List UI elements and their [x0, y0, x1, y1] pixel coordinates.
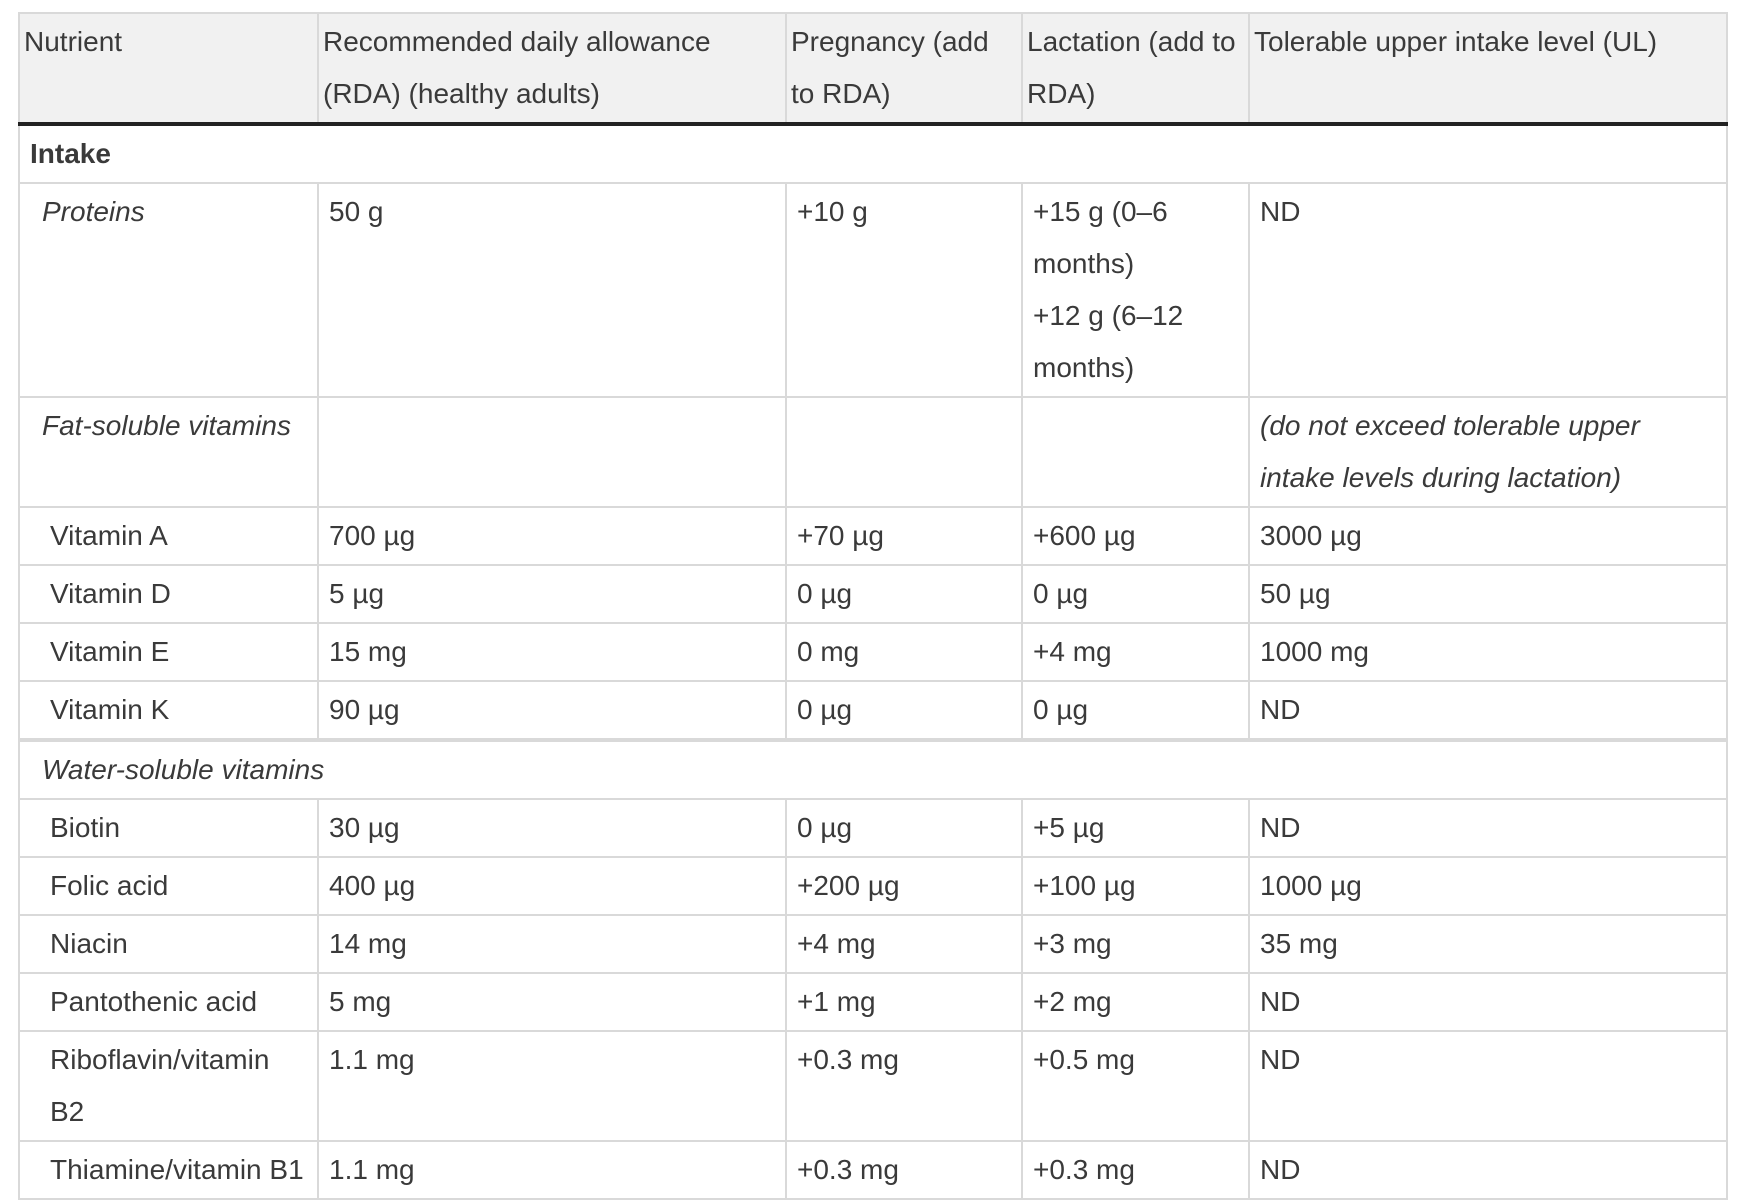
cell-ul: ND — [1249, 1031, 1727, 1141]
table-header-row — [19, 13, 1727, 124]
header-pregnancy: Pregnancy (add to RDA) — [786, 13, 1022, 124]
cell-rda: 1.1 mg — [318, 1031, 786, 1141]
cell-nutrient: Niacin — [19, 915, 318, 973]
lactation-line-2: +12 g (6–12 months) — [1033, 300, 1184, 383]
nutrient-table-container — [18, 12, 1726, 1200]
cell-rda: 30 µg — [318, 799, 786, 857]
table-row — [19, 857, 1727, 915]
cell-lactation — [1022, 183, 1249, 397]
cell-nutrient: Vitamin K — [19, 681, 318, 740]
cell-ul: ND — [1249, 973, 1727, 1031]
lactation-line-1: +15 g (0–6 months) — [1033, 196, 1168, 279]
table-row — [19, 1031, 1727, 1141]
cell-nutrient: Vitamin E — [19, 623, 318, 681]
cell-nutrient: Biotin — [19, 799, 318, 857]
cell-ul: ND — [1249, 681, 1727, 740]
cell-pregnancy: +1 mg — [786, 973, 1022, 1031]
table-row — [19, 507, 1727, 565]
table-row — [19, 915, 1727, 973]
cell-ul: 1000 µg — [1249, 857, 1727, 915]
subheader-water-soluble: Water-soluble vitamins — [19, 740, 1727, 799]
subheader-fat-soluble: Fat-soluble vitamins — [19, 397, 318, 507]
cell-ul-note: (do not exceed tolerable upper intake levels during lactation) — [1249, 397, 1727, 507]
cell-empty — [318, 397, 786, 507]
cell-nutrient: Riboflavin/vitamin B2 — [19, 1031, 318, 1141]
cell-pregnancy: 0 µg — [786, 565, 1022, 623]
cell-nutrient: Vitamin A — [19, 507, 318, 565]
cell-ul: 3000 µg — [1249, 507, 1727, 565]
cell-pregnancy: +0.3 mg — [786, 1031, 1022, 1141]
table-row — [19, 973, 1727, 1031]
cell-nutrient: Thiamine/vitamin B1 — [19, 1141, 318, 1199]
cell-nutrient: Pantothenic acid — [19, 973, 318, 1031]
cell-ul: 50 µg — [1249, 565, 1727, 623]
cell-rda: 90 µg — [318, 681, 786, 740]
section-intake: Intake — [19, 124, 1727, 183]
cell-nutrient: Proteins — [19, 183, 318, 397]
table-row — [19, 565, 1727, 623]
cell-rda: 700 µg — [318, 507, 786, 565]
cell-pregnancy: +4 mg — [786, 915, 1022, 973]
cell-rda: 5 mg — [318, 973, 786, 1031]
cell-nutrient: Vitamin D — [19, 565, 318, 623]
subheader-row-water-soluble — [19, 740, 1727, 799]
cell-pregnancy: 0 mg — [786, 623, 1022, 681]
table-row — [19, 681, 1727, 740]
cell-rda: 14 mg — [318, 915, 786, 973]
cell-ul: ND — [1249, 1141, 1727, 1199]
nutrient-table — [18, 12, 1728, 1200]
cell-ul: 35 mg — [1249, 915, 1727, 973]
cell-lactation: +100 µg — [1022, 857, 1249, 915]
cell-ul: ND — [1249, 183, 1727, 397]
header-ul: Tolerable upper intake level (UL) — [1249, 13, 1727, 124]
cell-empty — [786, 397, 1022, 507]
table-row — [19, 623, 1727, 681]
cell-lactation: +0.3 mg — [1022, 1141, 1249, 1199]
header-nutrient: Nutrient — [19, 13, 318, 124]
cell-pregnancy: 0 µg — [786, 681, 1022, 740]
cell-pregnancy: +70 µg — [786, 507, 1022, 565]
table-row — [19, 799, 1727, 857]
section-row-intake — [19, 124, 1727, 183]
table-row-proteins — [19, 183, 1727, 397]
header-rda: Recommended daily allowance (RDA) (healthy adults) — [318, 13, 786, 124]
subheader-row-fat-soluble — [19, 397, 1727, 507]
cell-pregnancy: +200 µg — [786, 857, 1022, 915]
cell-rda: 15 mg — [318, 623, 786, 681]
cell-pregnancy: +10 g — [786, 183, 1022, 397]
cell-ul: 1000 mg — [1249, 623, 1727, 681]
cell-rda: 50 g — [318, 183, 786, 397]
header-lactation: Lactation (add to RDA) — [1022, 13, 1249, 124]
cell-ul: ND — [1249, 799, 1727, 857]
cell-rda: 5 µg — [318, 565, 786, 623]
cell-lactation: 0 µg — [1022, 565, 1249, 623]
cell-rda: 1.1 mg — [318, 1141, 786, 1199]
cell-empty — [1022, 397, 1249, 507]
cell-nutrient: Folic acid — [19, 857, 318, 915]
cell-lactation: +2 mg — [1022, 973, 1249, 1031]
table-row — [19, 1141, 1727, 1199]
cell-pregnancy: +0.3 mg — [786, 1141, 1022, 1199]
cell-rda: 400 µg — [318, 857, 786, 915]
cell-lactation: 0 µg — [1022, 681, 1249, 740]
cell-lactation: +5 µg — [1022, 799, 1249, 857]
cell-lactation: +3 mg — [1022, 915, 1249, 973]
cell-pregnancy: 0 µg — [786, 799, 1022, 857]
cell-lactation: +4 mg — [1022, 623, 1249, 681]
cell-lactation: +0.5 mg — [1022, 1031, 1249, 1141]
cell-lactation: +600 µg — [1022, 507, 1249, 565]
